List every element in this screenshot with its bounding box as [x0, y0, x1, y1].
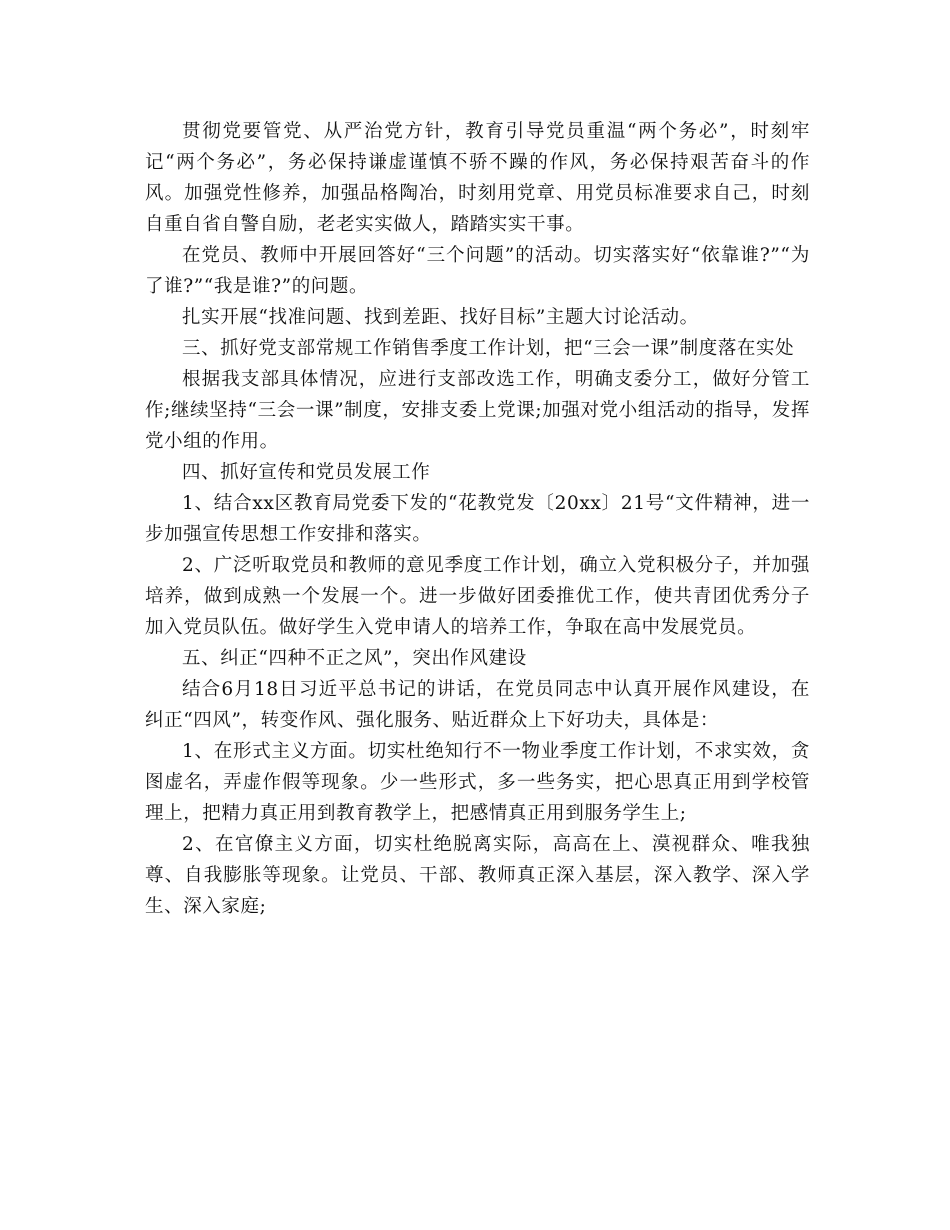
- paragraph-work-style: 结合6月18日习近平总书记的讲话，在党员同志中认真开展作风建设，在纠正“四风”，转变作风、强化服务、贴近群众上下好功夫，具体是：: [145, 679, 810, 731]
- section-heading-five: 五、纠正“四种不正之风”，突出作风建设: [182, 648, 527, 669]
- paragraph-branch-work: 根据我支部具体情况，应进行支部改选工作，明确支委分工，做好分管工作;继续坚持“三会一课”制度，安排支委上党课;加强对党小组活动的指导，发挥党小组的作用。: [145, 369, 810, 452]
- paragraph-three-questions: 在党员、教师中开展回答好“三个问题”的活动。切实落实好“依靠谁?”“为了谁?”“我是谁?”的问题。: [145, 245, 810, 297]
- paragraph-propaganda: 1、结合xx区教育局党委下发的“花教党发〔20xx〕21号“文件精神，进一步加强宣传思想工作安排和落实。: [145, 493, 810, 545]
- document-body: [145, 116, 810, 922]
- paragraph-formalism: 1、在形式主义方面。切实杜绝知行不一物业季度工作计划，不求实效，贪图虚名，弄虚作假等现象。少一些形式，多一些务实，把心思真正用到学校管理上，把精力真正用到教育教学上，把感情真正用到服务学生上;: [145, 741, 810, 824]
- section-heading-four: 四、抓好宣传和党员发展工作: [182, 462, 431, 483]
- paragraph-member-development: 2、广泛听取党员和教师的意见季度工作计划，确立入党积极分子，并加强培养，做到成熟一个发展一个。进一步做好团委推优工作，使共青团优秀分子加入党员队伍。做好学生入党申请人的培养工作，争取在高中发展党员。: [145, 555, 810, 638]
- paragraph-party-discipline: 贯彻党要管党、从严治党方针，教育引导党员重温“两个务必”，时刻牢记“两个务必”，务必保持谦虚谨慎不骄不躁的作风，务必保持艰苦奋斗的作风。加强党性修养，加强品格陶冶，时刻用党章、用党员标准要求自己，时刻自重自省自警自励，老老实实做人，踏踏实实干事。: [145, 121, 810, 235]
- section-heading-three: 三、抓好党支部常规工作销售季度工作计划，把“三会一课”制度落在实处: [182, 338, 795, 359]
- paragraph-discussion-activity: 扎实开展“找准问题、找到差距、找好目标”主题大讨论活动。: [182, 307, 699, 328]
- paragraph-bureaucracy: 2、在官僚主义方面，切实杜绝脱离实际，高高在上、漠视群众、唯我独尊、自我膨胀等现象。让党员、干部、教师真正深入基层，深入教学、深入学生、深入家庭;: [145, 834, 810, 917]
